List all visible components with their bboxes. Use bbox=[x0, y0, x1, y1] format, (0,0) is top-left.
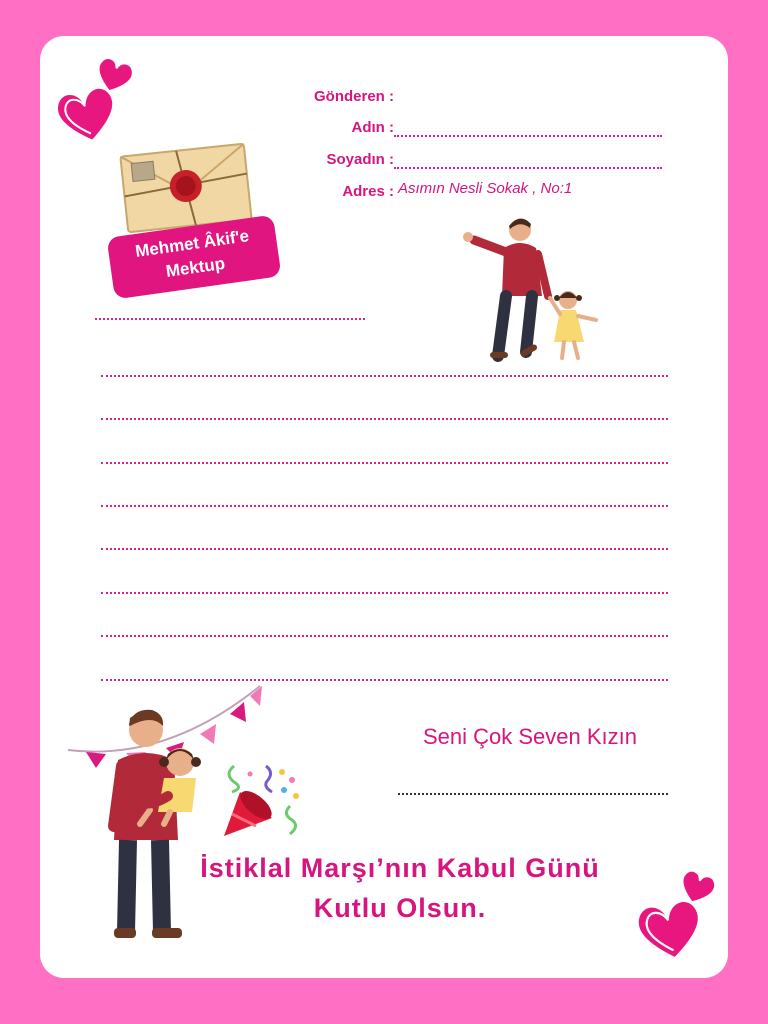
writing-line-2[interactable] bbox=[101, 418, 668, 420]
heart-icon bbox=[92, 56, 136, 96]
surname-label: Soyadın : bbox=[326, 151, 394, 168]
writing-line-4[interactable] bbox=[101, 505, 668, 507]
address-value[interactable]: Asımın Nesli Sokak , No:1 bbox=[398, 180, 573, 197]
writing-line-8[interactable] bbox=[101, 679, 668, 681]
writing-line-1[interactable] bbox=[101, 375, 668, 377]
father-daughter-walking-illustration bbox=[456, 212, 606, 368]
badge-line-1: Mehmet Âkif'e bbox=[134, 226, 251, 262]
headline-line-1: İstiklal Marşı’nın Kabul Günü bbox=[200, 853, 600, 883]
from-label: Gönderen : bbox=[313, 88, 394, 105]
badge-line-2: Mektup bbox=[164, 253, 227, 281]
closing-text: Seni Çok Seven Kızın bbox=[422, 724, 637, 749]
name-label: Adın : bbox=[351, 119, 394, 136]
writing-line-5[interactable] bbox=[101, 548, 668, 550]
party-popper-icon bbox=[220, 762, 304, 840]
surname-field[interactable] bbox=[394, 167, 662, 169]
name-field[interactable] bbox=[394, 135, 662, 137]
headline-line-2: Kutlu Olsun. bbox=[313, 893, 487, 923]
writing-line-6[interactable] bbox=[101, 592, 668, 594]
celebration-headline bbox=[190, 848, 610, 928]
heart-icon bbox=[676, 868, 718, 908]
address-label: Adres : bbox=[342, 183, 394, 200]
signature-line[interactable] bbox=[398, 793, 668, 795]
greeting-line[interactable] bbox=[95, 318, 365, 320]
writing-line-7[interactable] bbox=[101, 635, 668, 637]
writing-line-3[interactable] bbox=[101, 462, 668, 464]
